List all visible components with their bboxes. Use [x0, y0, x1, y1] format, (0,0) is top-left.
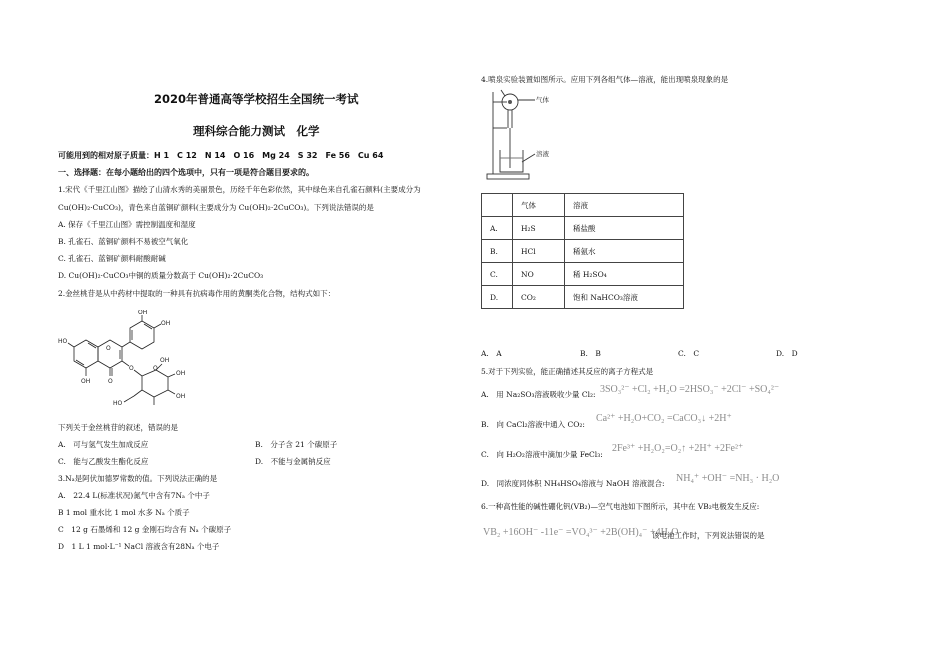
q2-option-c: C. 能与乙酸发生酯化反应 — [58, 457, 149, 466]
q3-option-b: B 1 mol 重水比 1 mol 水多 Nₐ 个质子 — [58, 508, 190, 517]
fountain-apparatus — [483, 88, 578, 184]
table-cell: B. — [482, 240, 513, 263]
table-row — [482, 263, 684, 286]
table-header — [482, 194, 513, 217]
table-cell: 饱和 NaHCO₃溶液 — [565, 286, 684, 309]
table-header: 气体 — [513, 194, 565, 217]
structure-label: OH — [176, 370, 186, 377]
table-row — [482, 286, 684, 309]
q3-option-d: D 1 L 1 mol·L⁻¹ NaCl 溶液含有28Nₐ 个电子 — [58, 542, 220, 551]
q2-stem: 2.金丝桃苷是从中药材中提取的一种具有抗病毒作用的黄酮类化合物，结构式如下： — [58, 289, 336, 298]
structure-label: OH — [138, 310, 148, 316]
table-cell: H₂S — [513, 217, 565, 240]
q4-option-b: B. B — [580, 349, 601, 358]
structure-label: O — [153, 365, 158, 372]
q1-option-d: D. Cu(OH)₂·CuCO₃中铜的质量分数高于 Cu(OH)₂·2CuCO₃ — [58, 271, 264, 280]
apparatus-label-solution: 溶液 — [536, 150, 549, 158]
structure-label: HO — [58, 338, 68, 345]
q3-option-c: C 12 g 石墨烯和 12 g 金刚石均含有 Nₐ 个碳原子 — [58, 525, 232, 534]
table-header: 溶液 — [565, 194, 684, 217]
q1-option-b: B. 孔雀石、蓝铜矿颜料不易被空气氧化 — [58, 237, 189, 246]
table-cell: D. — [482, 286, 513, 309]
exam-title: 2020年普通高等学校招生全国统一考试 — [154, 92, 359, 106]
structure-label: O — [108, 378, 113, 385]
q4-option-a: A. A — [481, 349, 502, 358]
q5-stem: 5.对于下列实验，能正确描述其反应的离子方程式是 — [481, 367, 654, 376]
table-header-row — [482, 194, 684, 217]
q3-option-a: A. 22.4 L(标准状况)氮气中含有7Nₐ 个中子 — [58, 491, 210, 500]
structure-label: HO — [113, 400, 123, 407]
table-cell: C. — [482, 263, 513, 286]
q5-equation-d: NH₄⁺ +OH⁻ =NH₃ · H₂O — [676, 473, 780, 484]
q6-tail: 该电池工作时，下列说法错误的是 — [652, 531, 765, 540]
q1-stem-line2: Cu(OH)₂·CuCO₃)，青色来自蓝铜矿颜料(主要成分为 Cu(OH)₂·2CuCO₃)。下列说法错误的是 — [58, 203, 374, 212]
table-cell: 稀盐酸 — [565, 217, 684, 240]
exam-subtitle: 理科综合能力测试 化学 — [193, 124, 320, 138]
structure-label: OH — [81, 378, 91, 385]
q2-option-a: A. 可与氢气发生加成反应 — [58, 440, 149, 449]
apparatus-label-gas: 气体 — [536, 96, 549, 104]
q5-option-d: D. 同浓度同体积 NH₄HSO₄溶液与 NaOH 溶液混合: — [481, 479, 665, 488]
q5-equation-c: 2Fe³⁺ +H₂O₂=O₂↑ +2H⁺ +2Fe²⁺ — [612, 443, 744, 454]
q1-option-c: C. 孔雀石、蓝铜矿颜料耐酸耐碱 — [58, 254, 166, 263]
q5-option-b: B. 向 CaCl₂溶液中通入 CO₂: — [481, 420, 585, 429]
table-cell: 稀氨水 — [565, 240, 684, 263]
hyperoside-structure — [58, 310, 208, 415]
gas-solution-table — [481, 193, 684, 309]
table-row — [482, 217, 684, 240]
q5-equation-b: Ca²⁺ +H₂O+CO₂ =CaCO₃↓ +2H⁺ — [596, 413, 732, 424]
q4-stem: 4.喷泉实验装置如图所示。应用下列各组气体—溶液，能出现喷泉现象的是 — [481, 75, 729, 84]
structure-label: O — [129, 365, 134, 372]
table-row — [482, 240, 684, 263]
q2-option-b: B. 分子含 21 个碳原子 — [255, 440, 338, 449]
structure-label: OH — [161, 320, 171, 327]
q2-option-d: D. 不能与金属钠反应 — [255, 457, 331, 466]
q3-stem: 3.Nₐ是阿伏加德罗常数的值。下列说法正确的是 — [58, 474, 218, 483]
structure-label: OH — [176, 393, 186, 400]
section-heading: 一、选择题：在每小题给出的四个选项中，只有一项是符合题目要求的。 — [58, 168, 314, 177]
q1-option-a: A. 保存《千里江山图》需控制温度和湿度 — [58, 220, 196, 229]
q2-ask: 下列关于金丝桃苷的叙述，错误的是 — [58, 423, 178, 432]
q5-equation-a: 3SO₃²⁻ +Cl₂ +H₂O =2HSO₃⁻ +2Cl⁻ +SO₄²⁻ — [600, 384, 780, 395]
structure-label: O — [106, 345, 111, 352]
table-cell: NO — [513, 263, 565, 286]
q5-option-a: A. 用 Na₂SO₃溶液吸收少量 Cl₂: — [481, 390, 596, 399]
table-cell: HCl — [513, 240, 565, 263]
table-cell: A. — [482, 217, 513, 240]
q4-option-d: D. D — [776, 349, 798, 358]
q6-equation: VB₂ +16OH⁻ -11e⁻ =VO₄³⁻ +2B(OH)₄⁻ +4H₂O — [483, 527, 679, 538]
q4-option-c: C. C — [678, 349, 700, 358]
q5-option-c: C. 向 H₂O₂溶液中滴加少量 FeCl₃: — [481, 450, 603, 459]
structure-label: OH — [160, 357, 170, 364]
q6-stem: 6.一种高性能的碱性硼化钒(VB₂)—空气电池如下图所示，其中在 VB₂电极发生反应: — [481, 502, 760, 511]
table-cell: 稀 H₂SO₄ — [565, 263, 684, 286]
atomic-masses: 可能用到的相对原子质量：H 1 C 12 N 14 O 16 Mg 24 S 32 Fe 56 Cu 64 — [58, 151, 384, 160]
q1-stem-line1: 1.宋代《千里江山图》描绘了山清水秀的美丽景色，历经千年色彩依然，其中绿色来自孔雀石颜料(主要成分为 — [58, 185, 421, 194]
table-cell: CO₂ — [513, 286, 565, 309]
